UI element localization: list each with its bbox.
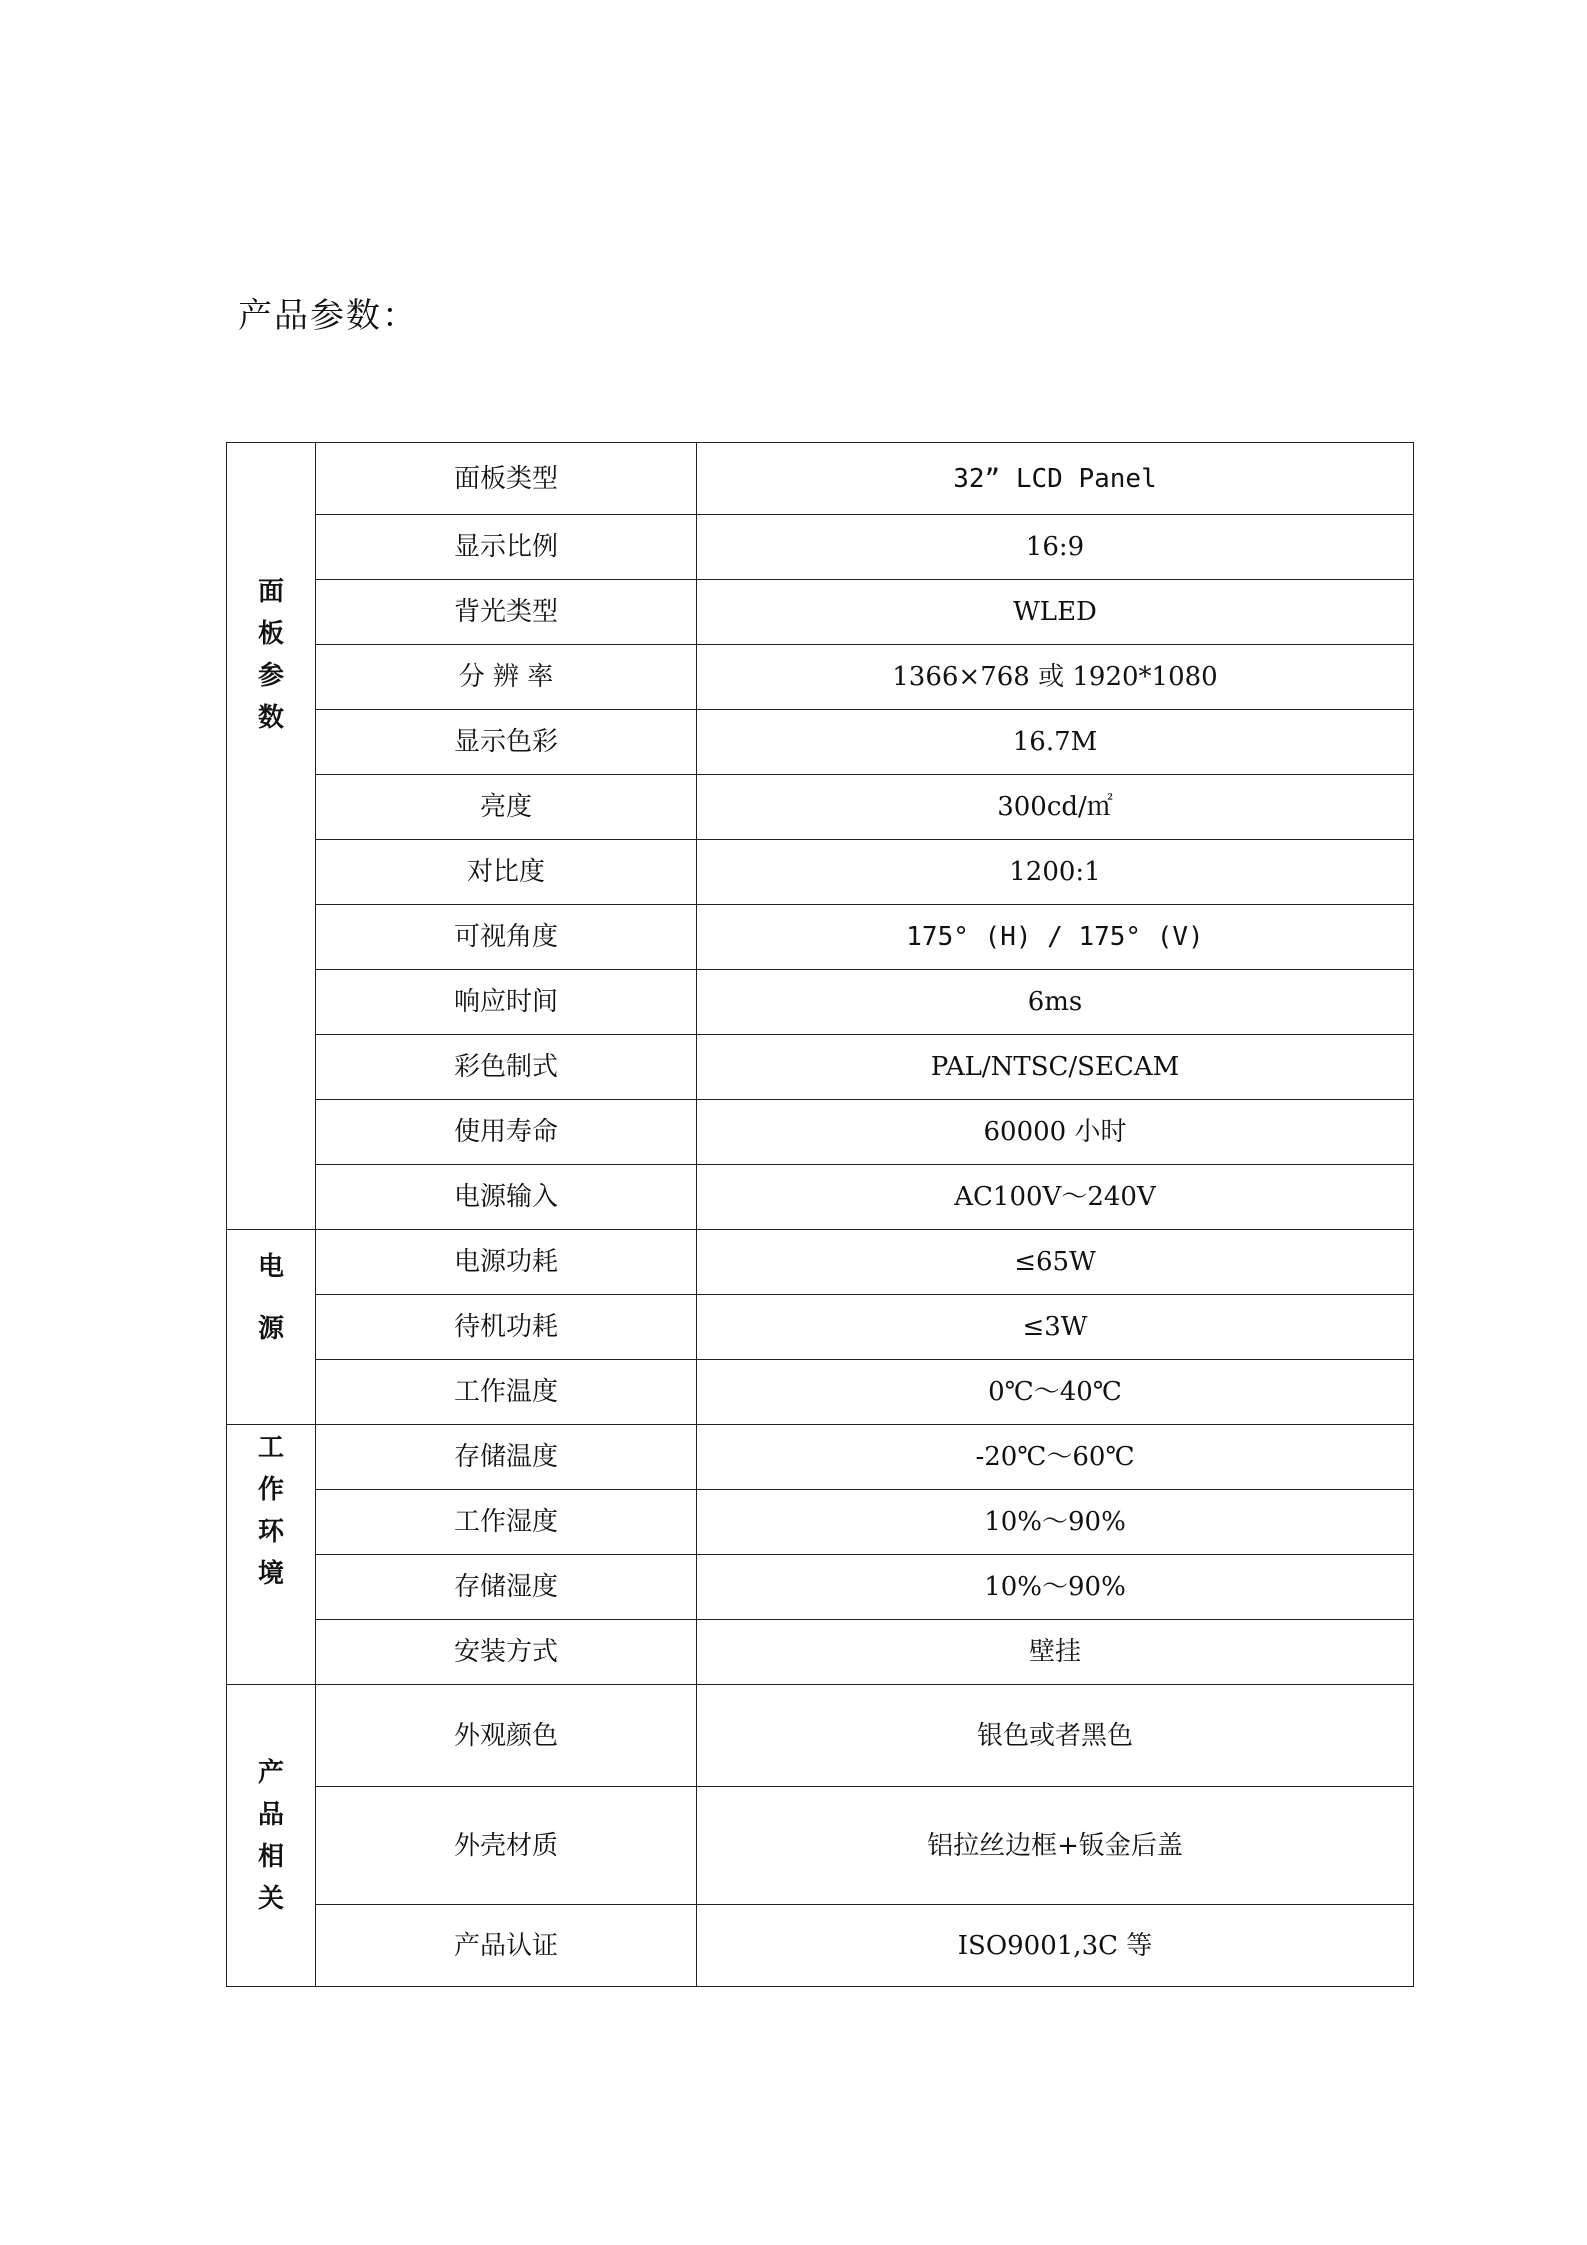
row-label: 外观颜色: [316, 1685, 697, 1787]
group-label-product: 产品相关: [257, 1757, 284, 1914]
table-row: [227, 645, 1414, 710]
group-cell-power: [227, 1230, 316, 1425]
row-value: 壁挂: [697, 1620, 1414, 1685]
row-label: 可视角度: [316, 905, 697, 970]
page-title: 产品参数：: [238, 296, 418, 336]
table-row: [227, 1295, 1414, 1360]
row-value: 10%～90%: [697, 1555, 1414, 1620]
table-row: [227, 710, 1414, 775]
table-row: [227, 775, 1414, 840]
row-value: 银色或者黑色: [697, 1685, 1414, 1787]
table-row: [227, 1620, 1414, 1685]
row-value: 300cd/㎡: [697, 775, 1414, 840]
group-cell-environment: [227, 1425, 316, 1685]
group-cell-panel: [227, 443, 316, 1230]
row-label: 工作湿度: [316, 1490, 697, 1555]
row-label: 安装方式: [316, 1620, 697, 1685]
table-row: [227, 1165, 1414, 1230]
table-row: [227, 515, 1414, 580]
spec-table: [226, 442, 1414, 1987]
row-value: 0℃～40℃: [697, 1360, 1414, 1425]
table-row: [227, 905, 1414, 970]
row-label: 电源功耗: [316, 1230, 697, 1295]
row-label: 面板类型: [316, 443, 697, 515]
row-label: 电源输入: [316, 1165, 697, 1230]
row-label: 分 辨 率: [316, 645, 697, 710]
table-row: [227, 1685, 1414, 1787]
row-label: 工作温度: [316, 1360, 697, 1425]
row-value: WLED: [697, 580, 1414, 645]
table-row: [227, 1425, 1414, 1490]
row-value: 32” LCD Panel: [697, 443, 1414, 515]
row-label: 亮度: [316, 775, 697, 840]
table-row: [227, 1230, 1414, 1295]
row-label: 产品认证: [316, 1905, 697, 1987]
row-label: 彩色制式: [316, 1035, 697, 1100]
row-label: 显示色彩: [316, 710, 697, 775]
row-value: ≤65W: [697, 1230, 1414, 1295]
row-value: 铝拉丝边框+钣金后盖: [697, 1787, 1414, 1905]
row-label: 使用寿命: [316, 1100, 697, 1165]
row-label: 显示比例: [316, 515, 697, 580]
row-value: ≤3W: [697, 1295, 1414, 1360]
row-value: 60000 小时: [697, 1100, 1414, 1165]
table-row: [227, 1360, 1414, 1425]
table-row: [227, 1555, 1414, 1620]
table-row: [227, 970, 1414, 1035]
row-label: 背光类型: [316, 580, 697, 645]
row-label: 存储湿度: [316, 1555, 697, 1620]
group-label-environment: 工作环境: [257, 1433, 284, 1589]
table-row: [227, 443, 1414, 515]
row-label: 外壳材质: [316, 1787, 697, 1905]
row-value: 16.7M: [697, 710, 1414, 775]
row-value: 175° (H) / 175° (V): [697, 905, 1414, 970]
table-row: [227, 1905, 1414, 1987]
table-row: [227, 1100, 1414, 1165]
group-cell-product: [227, 1685, 316, 1987]
row-value: 10%～90%: [697, 1490, 1414, 1555]
row-value: PAL/NTSC/SECAM: [697, 1035, 1414, 1100]
group-label-power: 电源: [257, 1252, 284, 1344]
row-label: 对比度: [316, 840, 697, 905]
row-label: 响应时间: [316, 970, 697, 1035]
row-label: 存储温度: [316, 1425, 697, 1490]
group-label-panel: 面板参数: [257, 577, 284, 733]
table-row: [227, 580, 1414, 645]
row-value: ISO9001,3C 等: [697, 1905, 1414, 1987]
row-label: 待机功耗: [316, 1295, 697, 1360]
row-value: 16:9: [697, 515, 1414, 580]
table-row: [227, 1490, 1414, 1555]
row-value: 1200:1: [697, 840, 1414, 905]
table-row: [227, 840, 1414, 905]
row-value: 1366×768 或 1920*1080: [697, 645, 1414, 710]
row-value: AC100V～240V: [697, 1165, 1414, 1230]
row-value: -20℃～60℃: [697, 1425, 1414, 1490]
table-row: [227, 1035, 1414, 1100]
table-row: [227, 1787, 1414, 1905]
row-value: 6ms: [697, 970, 1414, 1035]
